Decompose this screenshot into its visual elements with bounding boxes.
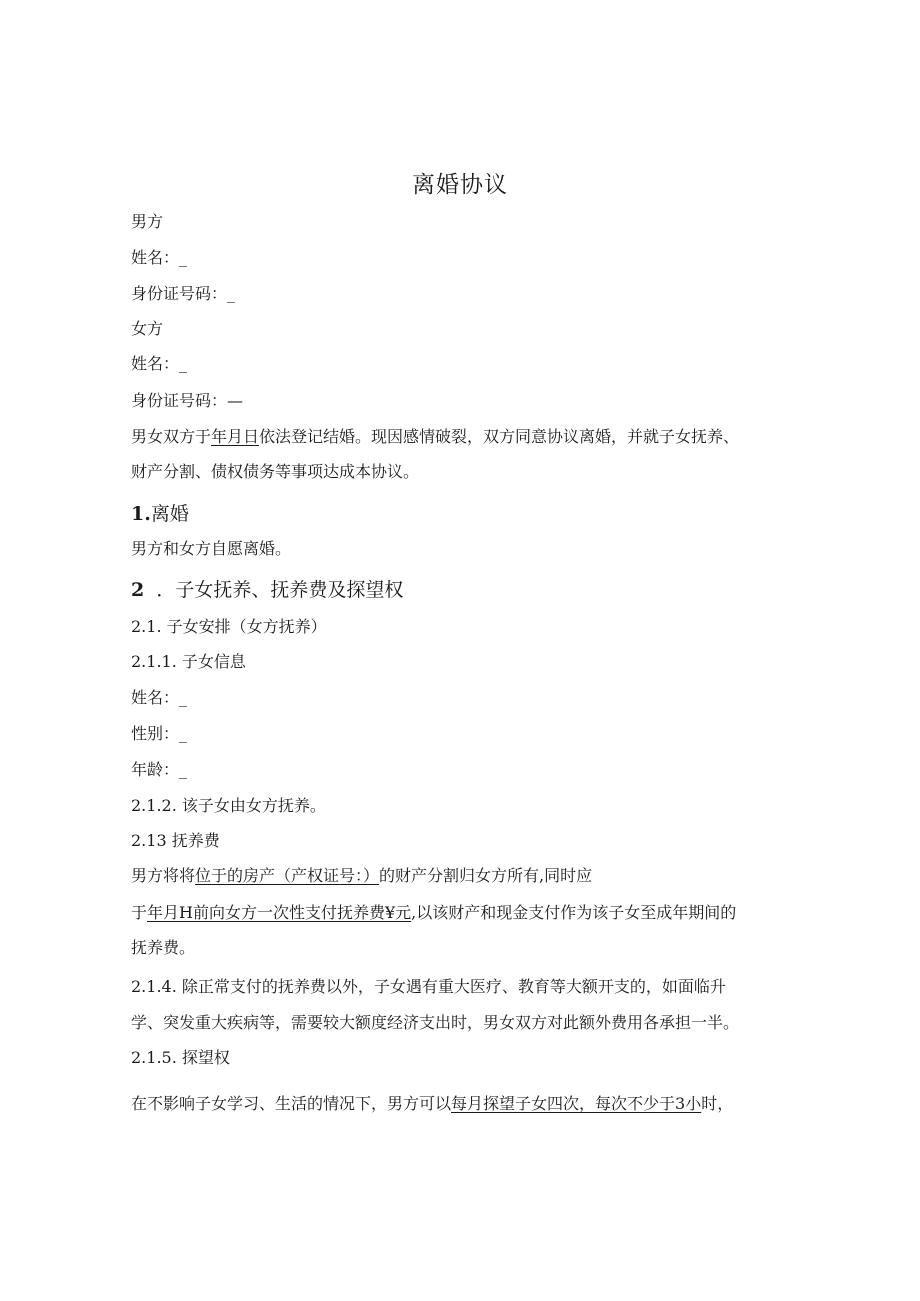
section-2-1-4-line1: 2.1.4. 除正常支付的抚养费以外，子女遇有重大医疗、教育等大额开支的，如面临升 — [131, 977, 726, 996]
marriage-date-blank: 年月日 — [211, 427, 260, 446]
child-age-field: 年龄：_ — [131, 760, 188, 779]
section-2-1-4-line2: 学、突发重大疾病等，需要较大额度经济支出时，男女双方对此额外费用各承担一半。 — [131, 1013, 740, 1032]
section-2-1-5-heading: 2.1.5. 探望权 — [131, 1048, 230, 1067]
visit-text-a: 在不影响子女学习、生活的情况下，男方可以 — [131, 1094, 452, 1113]
payment-blank: 年月H前向女方一次性支付抚养费¥元 — [147, 903, 412, 922]
section-2-1-3-heading: 2.13 抚养费 — [131, 831, 220, 850]
woman-id-field: 身份证号码：— — [131, 391, 244, 410]
section-1-number: 1. — [131, 503, 151, 525]
child-name-field: 姓名：_ — [131, 688, 188, 707]
support-paragraph-line1 — [131, 865, 791, 887]
intro-paragraph-line2: 财产分割、债权债务等事项达成本协议。 — [131, 462, 420, 481]
document-title: 离婚协议 — [412, 172, 508, 198]
intro-text-post: 依法登记结婚。现因感情破裂，双方同意协议离婚，并就子女抚养、 — [259, 427, 740, 446]
section-1-title: 离婚 — [150, 503, 189, 525]
woman-heading: 女方 — [131, 319, 164, 338]
section-2-1-heading: 2.1. 子女安排（女方抚养） — [131, 617, 327, 636]
property-blank: 位于的房产（产权证号：） — [195, 866, 380, 885]
support-paragraph-line3: 抚养费。 — [131, 938, 196, 957]
support-text-2a: 于 — [131, 903, 148, 922]
man-name-field: 姓名：_ — [131, 248, 188, 267]
woman-name-field: 姓名：_ — [131, 354, 188, 373]
section-1-text: 男方和女方自愿离婚。 — [131, 539, 292, 558]
man-id-field: 身份证号码：_ — [131, 284, 236, 303]
intro-paragraph-line1 — [131, 426, 791, 448]
section-2-number: 2 — [131, 579, 145, 601]
visitation-paragraph-line1 — [131, 1093, 791, 1115]
support-text-2b: ,以该财产和现金支付作为该子女至成年期间的 — [411, 903, 737, 922]
support-text-1b: 的财产分割归女方所有,同时应 — [379, 866, 593, 885]
intro-text-pre: 男女双方于 — [131, 427, 212, 446]
man-heading: 男方 — [131, 212, 164, 231]
section-1-heading — [131, 503, 791, 525]
section-2-1-1-heading: 2.1.1. 子女信息 — [131, 652, 246, 671]
support-text-1a: 男方将将 — [131, 866, 196, 885]
support-paragraph-line2 — [131, 902, 791, 924]
section-2-1-2-text: 2.1.2. 该子女由女方抚养。 — [131, 796, 326, 815]
visit-text-b: 时， — [701, 1094, 734, 1113]
child-gender-field: 性别：_ — [131, 724, 188, 743]
section-2-title: ．子女抚养、抚养费及探望权 — [156, 579, 404, 601]
section-2-heading — [131, 579, 791, 601]
visitation-terms-blank: 每月探望子女四次，每次不少于3小 — [451, 1094, 702, 1113]
